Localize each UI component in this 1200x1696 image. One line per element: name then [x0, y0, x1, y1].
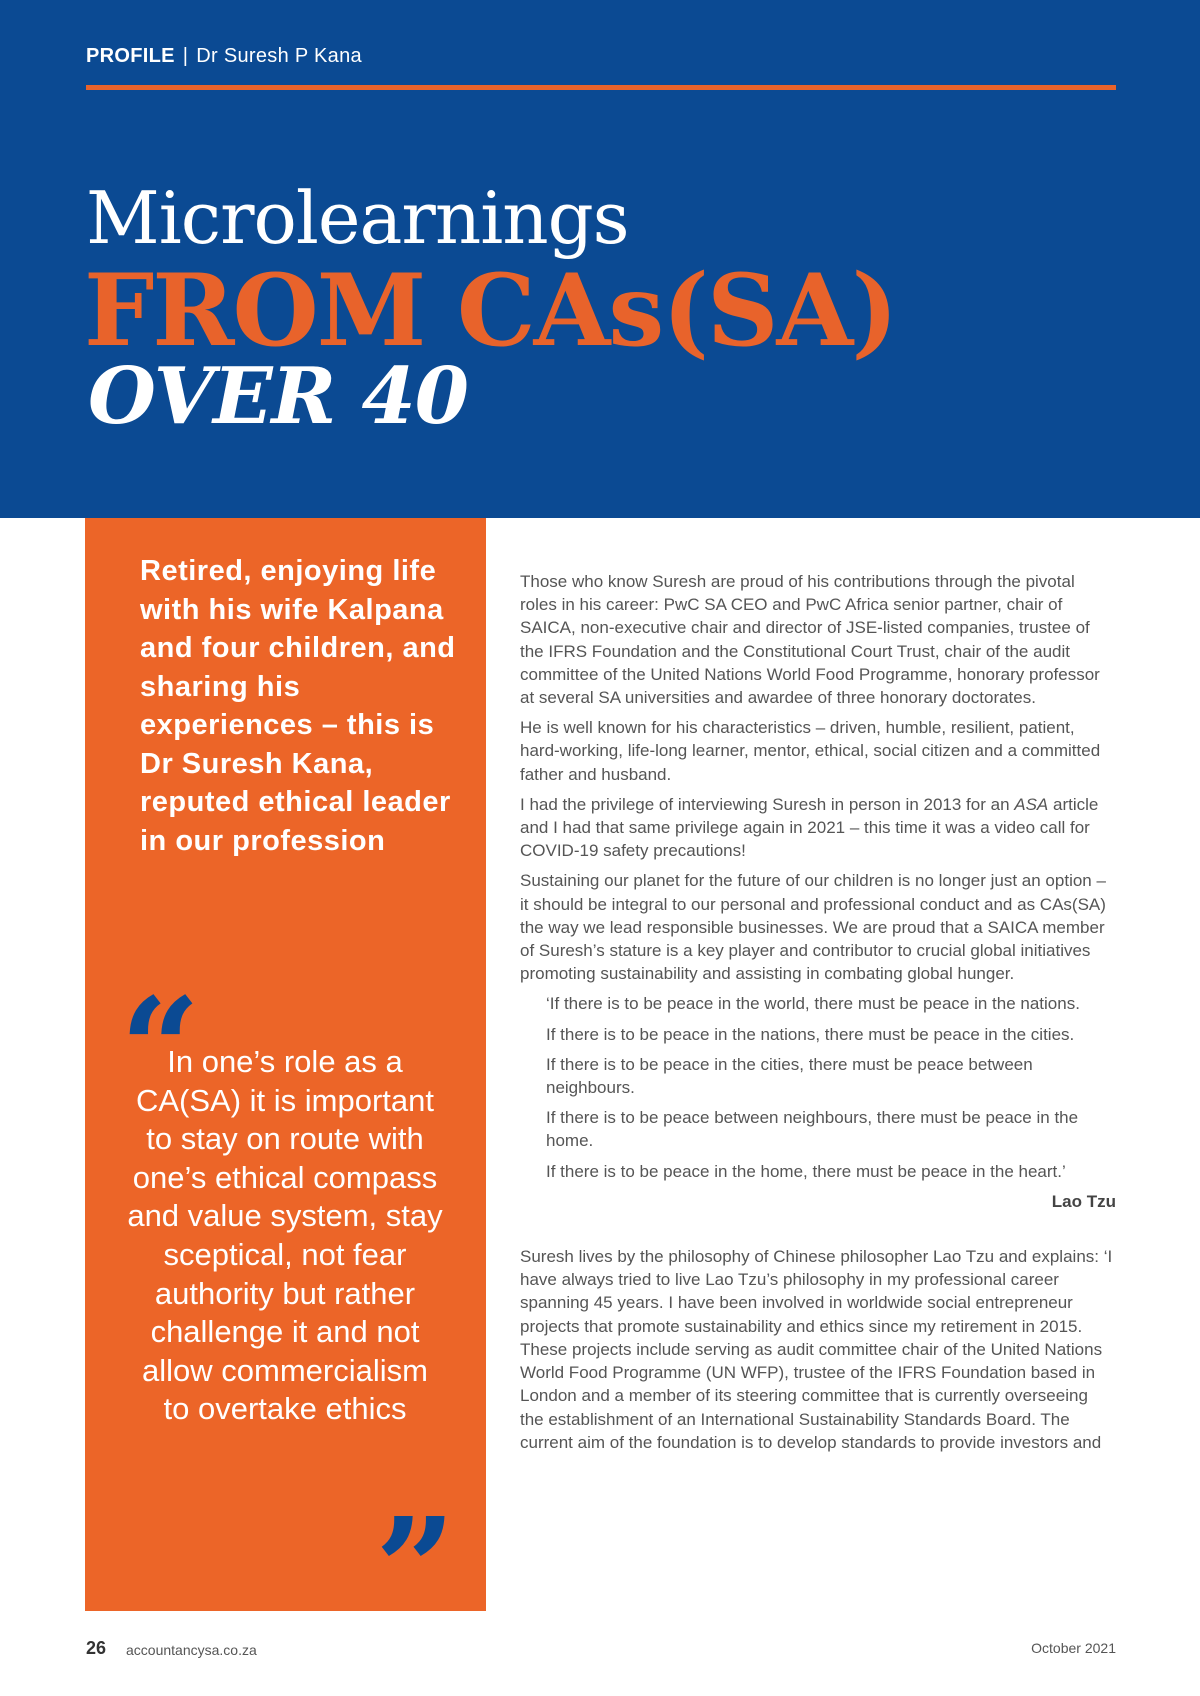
- title-line-3: OVER 40: [88, 351, 469, 442]
- paragraph: [520, 793, 1116, 863]
- paragraph: Suresh lives by the philosophy of Chinese philosopher Lao Tzu and explains: ‘I have always tried to live Lao Tzu’s philosophy in my professional career spanning 45 years. I have been involved in worldwide social entrepreneur projects that promote sustainability and ethics since my retirement in 2015. These projects include serving as audit committee chair of the United Nations World Food Programme (UN WFP), trustee of the IFRS Foundation based in London and a member of its steering committee that is currently overseeing the establishment of an International Sustainability Standards Board. The current aim of the foundation is to develop standards to provide investors and: [520, 1247, 1113, 1452]
- close-quote-icon: ”: [375, 1488, 456, 1652]
- issue-date: October 2021: [1031, 1640, 1116, 1656]
- poem-line: If there is to be peace between neighbours, there must be peace in the home.: [546, 1108, 1079, 1151]
- header-separator: |: [182, 45, 189, 67]
- poem-line: If there is to be peace in the nations, there must be peace in the cities.: [546, 1024, 1075, 1044]
- section-header: [86, 45, 362, 68]
- article-body: [520, 570, 1116, 1461]
- title-line-1: Microlearnings: [86, 176, 629, 260]
- paragraph: He is well known for his characteristics – driven, humble, resilient, patient, hard-working, life-long learner, mentor, ethical, social citizen and a committed father and husband.: [520, 718, 1101, 784]
- poem-line: If there is to be peace in the cities, there must be peace between neighbours.: [546, 1054, 1033, 1098]
- pull-quote: In one’s role as a CA(SA) it is important to stay on route with one’s ethical compass and value system, stay sceptical, not fear authority but rather challenge it and not allow commercialism to overtake ethics: [127, 1044, 443, 1427]
- paragraph: Sustaining our planet for the future of our children is no longer just an option – it should be integral to our personal and professional conduct and as CAs(SA) the way we lead responsible businesses. We are proud that a SAICA member of Suresh’s stature is a key player and contributor to crucial global initiatives promoting sustainability and assisting in combating global hunger.: [520, 871, 1106, 984]
- header-rule: [86, 85, 1116, 90]
- standfirst: Retired, enjoying life with his wife Kalpana and four children, and sharing his experiences – this is Dr Suresh Kana, reputed ethical leader in our profession: [140, 555, 456, 857]
- page-number: 26: [86, 1638, 107, 1658]
- footer-url: accountancysa.co.za: [126, 1642, 257, 1658]
- quote-attribution: Lao Tzu: [1051, 1191, 1116, 1211]
- publication-name: ASA: [1014, 794, 1049, 814]
- paragraph-text: article and I had that same privilege again in 2021 – this time it was a video call for COVID-19 safety precautions!: [520, 794, 1099, 861]
- title-line-2: FROM CAs(SA): [84, 253, 897, 369]
- section-label: PROFILE: [86, 45, 175, 67]
- poem-line: If there is to be peace in the home, there must be peace in the heart.’: [546, 1161, 1066, 1181]
- open-quote-icon: “: [120, 968, 201, 1132]
- paragraph: Those who know Suresh are proud of his contributions through the pivotal roles in his career: PwC SA CEO and PwC Africa senior partner, chair of SAICA, non-executive chair and director of JSE-listed companies, trustee of the IFRS Foundation and the Constitutional Court Trust, chair of the audit committee of the United Nations World Food Programme, honorary professor at several SA universities and awardee of three honorary doctorates.: [520, 572, 1100, 708]
- poem-line: ‘If there is to be peace in the world, there must be peace in the nations.: [546, 994, 1080, 1014]
- paragraph-text: I had the privilege of interviewing Suresh in person in 2013 for an: [520, 794, 1015, 814]
- hero-banner: [0, 0, 1200, 518]
- profile-name: Dr Suresh P Kana: [196, 45, 362, 67]
